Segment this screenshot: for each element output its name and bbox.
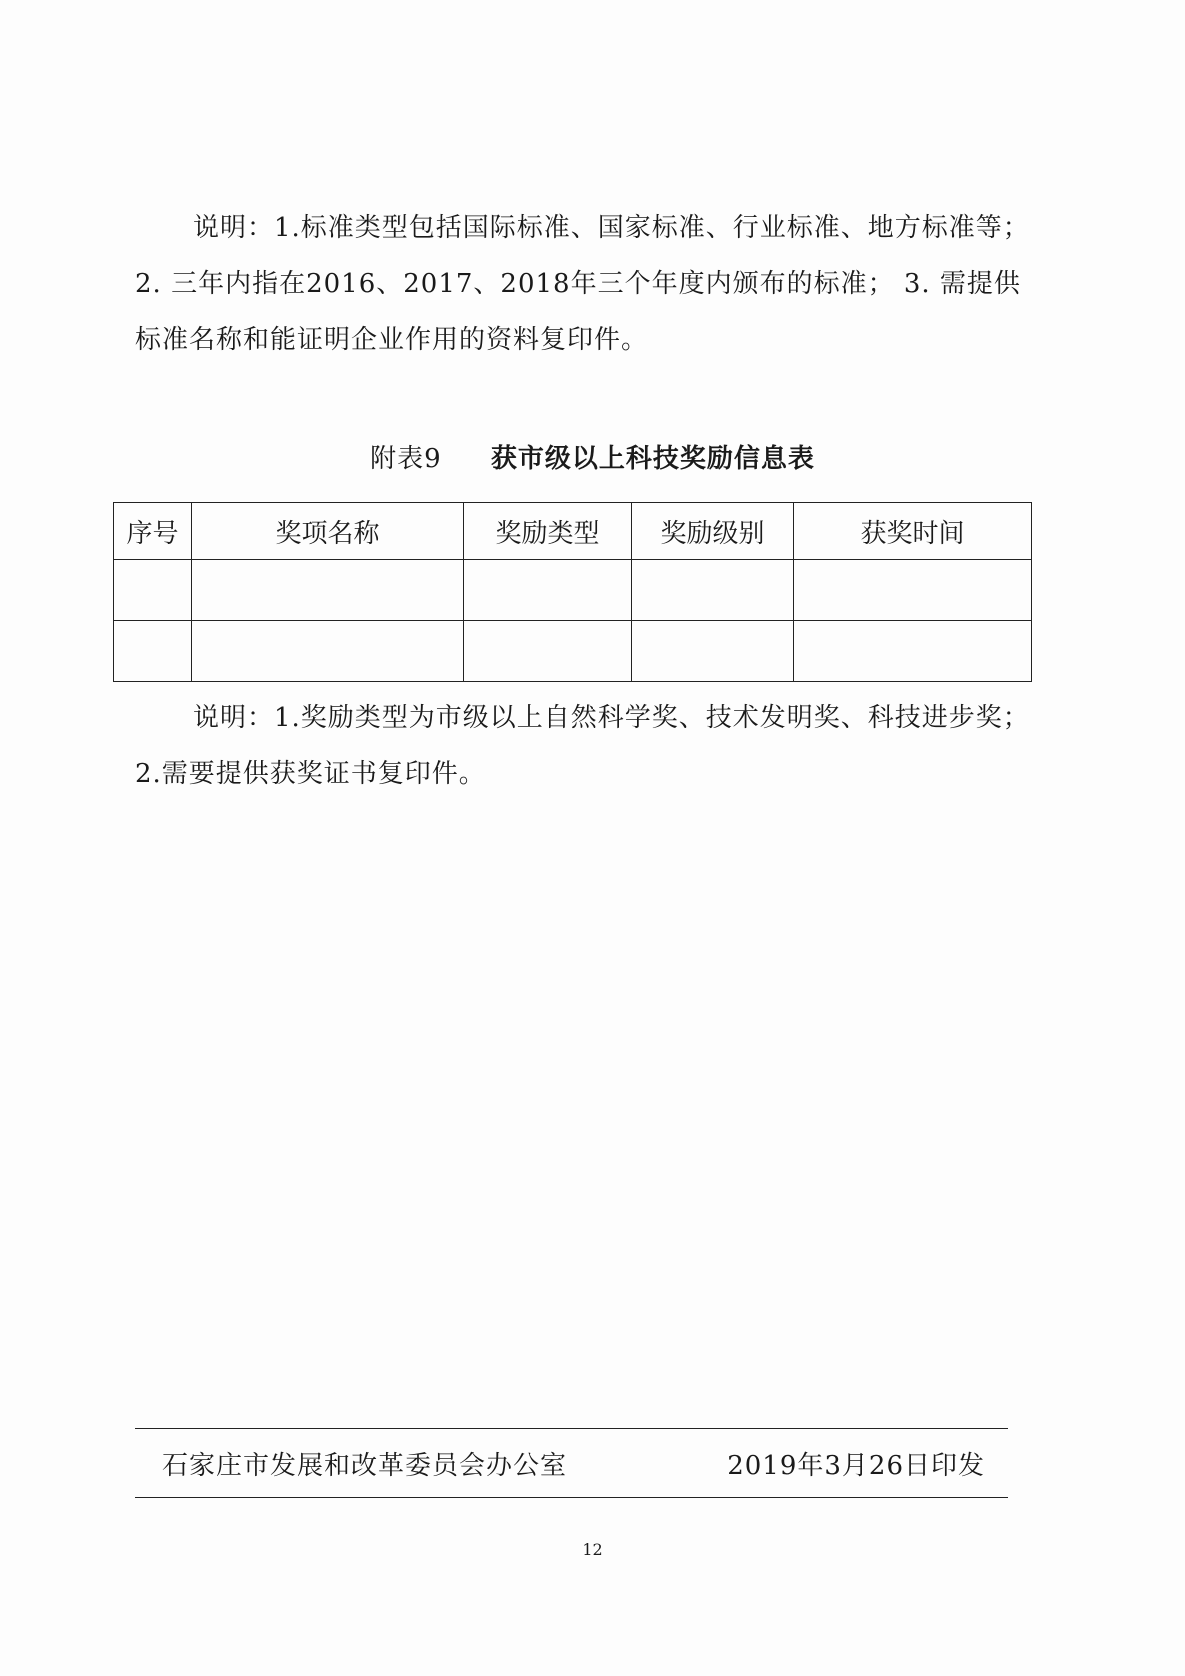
header-award-date: 获奖时间 xyxy=(794,503,1032,560)
table-header-row xyxy=(114,503,1032,560)
table-cell xyxy=(192,560,464,621)
header-serial: 序号 xyxy=(114,503,192,560)
note-line: 2.需要提供获奖证书复印件。 xyxy=(135,759,486,789)
awards-table xyxy=(113,502,1032,682)
table-title xyxy=(0,438,1185,475)
table-label: 附表9 xyxy=(370,444,442,474)
footer-bottom-rule xyxy=(135,1497,1008,1498)
table-cell xyxy=(632,621,794,682)
table-row xyxy=(114,621,1032,682)
table-row xyxy=(114,560,1032,621)
header-award-type: 奖励类型 xyxy=(464,503,632,560)
note-line: 标准名称和能证明企业作用的资料复印件。 xyxy=(135,325,649,355)
page-number: 12 xyxy=(582,1540,603,1559)
note-line: 2. 三年内指在2016、2017、2018年三个年度内颁布的标准； 3. 需提供 xyxy=(135,269,1021,299)
standards-note xyxy=(135,200,1030,368)
table-cell xyxy=(114,621,192,682)
table-cell xyxy=(464,621,632,682)
table-cell xyxy=(794,560,1032,621)
table-cell xyxy=(114,560,192,621)
header-award-level: 奖励级别 xyxy=(632,503,794,560)
header-award-name: 奖项名称 xyxy=(192,503,464,560)
footer-date: 2019年3月26日印发 xyxy=(727,1451,985,1481)
table-cell xyxy=(794,621,1032,682)
table-cell xyxy=(192,621,464,682)
note-line: 说明：1.标准类型包括国际标准、国家标准、行业标准、地方标准等； xyxy=(193,213,1030,243)
footer-top-rule xyxy=(135,1428,1008,1429)
note-line: 说明：1.奖励类型为市级以上自然科学奖、技术发明奖、科技进步奖； xyxy=(193,703,1030,733)
table-cell xyxy=(632,560,794,621)
footer-issuer: 石家庄市发展和改革委员会办公室 xyxy=(162,1451,568,1481)
table-cell xyxy=(464,560,632,621)
table-name: 获市级以上科技奖励信息表 xyxy=(490,444,815,474)
awards-note xyxy=(135,690,1030,802)
